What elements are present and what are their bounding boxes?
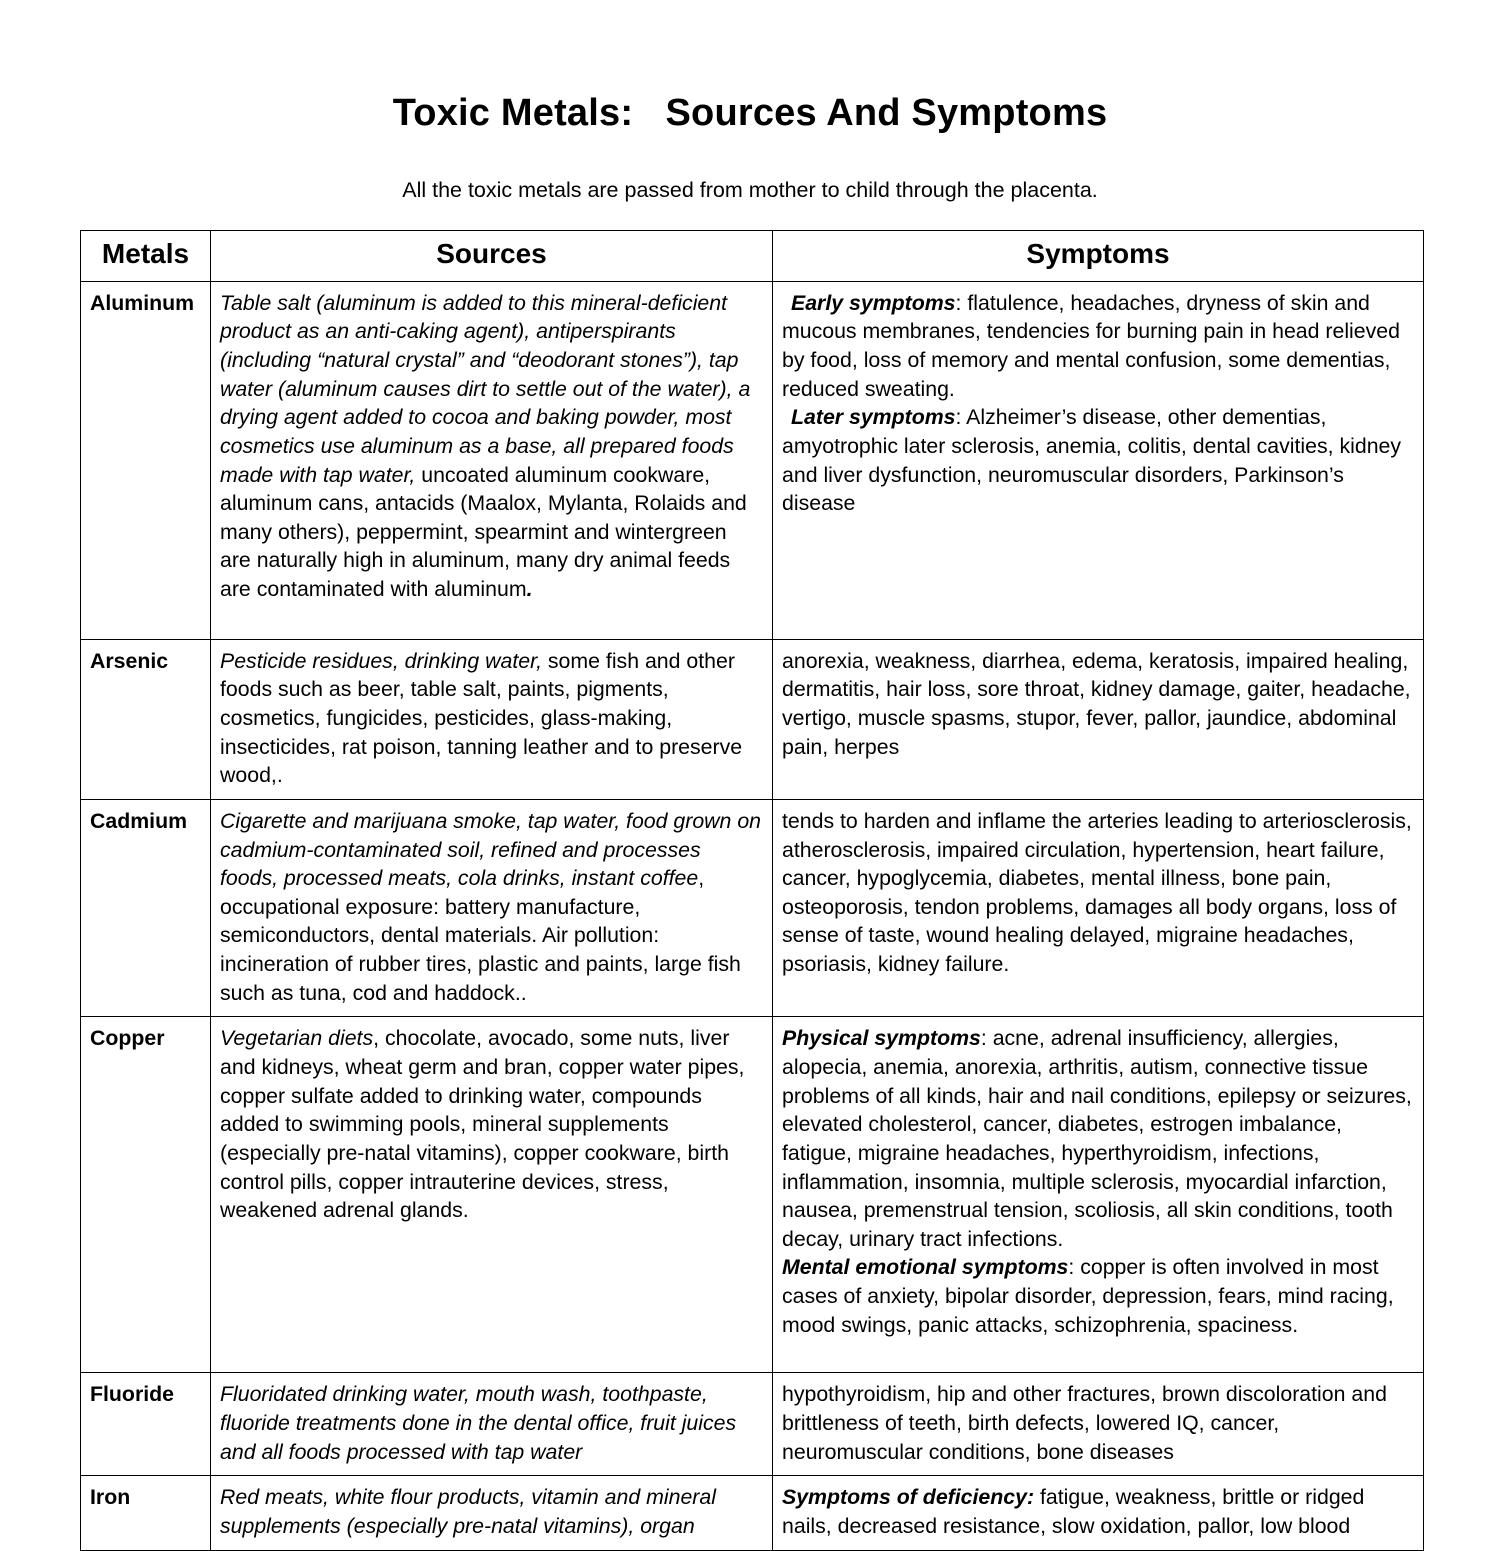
symptoms-text: tends to harden and inflame the arteries leading to arteriosclerosis, atherosclerosis, impaired circulation, hypertension, heart failure, cancer, hypoglycemia, diabetes, mental illness, bone pain, osteoporosis, tendon problems, damages all body organs, loss of sense of taste, wound healing delayed, migraine headaches, psoriasis, kidney failure. — [782, 808, 1412, 977]
sources-cell — [211, 1017, 773, 1373]
symptoms-text: anorexia, weakness, diarrhea, edema, keratosis, impaired healing, dermatitis, hair loss, sore throat, kidney damage, gaiter, headache, vertigo, muscle spasms, stupor, fever, pallor, jaundice, abdominal pain, herpes — [782, 648, 1411, 759]
column-header-metals: Metals — [81, 231, 211, 282]
column-header-symptoms: Symptoms — [773, 231, 1424, 282]
table-row — [81, 1373, 1424, 1476]
sources-cell — [211, 639, 773, 799]
symptoms-text: hypothyroidism, hip and other fractures, brown discoloration and brittleness of teeth, birth defects, lowered IQ, cancer, neuromuscular conditions, bone diseases — [782, 1382, 1387, 1464]
table-header-row — [81, 231, 1424, 282]
symptoms-cell — [773, 1476, 1424, 1550]
table-body — [81, 281, 1424, 1550]
table-row — [81, 1476, 1424, 1550]
metal-name-cell: Cadmium — [81, 799, 211, 1016]
metal-name-cell: Copper — [81, 1017, 211, 1373]
sources-cell — [211, 799, 773, 1016]
symptoms-cell — [773, 1017, 1424, 1373]
sources-text: Red meats, white flour products, vitamin and mineral supplements (especially pre-natal vitamins), organ — [220, 1485, 716, 1538]
symptoms-text: Early symptoms: flatulence, headaches, dryness of skin and mucous membranes, tendencies for burning pain in head relieved by food, loss of memory and mental confusion, some dementias, reduced sweating. Later symptoms: Alzheimer’s disease, other dementias, amyotrophic later sclerosis, anemia, colitis, dental cavities, kidney and liver dysfunction, neuromuscular disorders, Parkinson’s disease — [782, 290, 1402, 516]
sources-cell — [211, 1373, 773, 1476]
metal-name-cell: Iron — [81, 1476, 211, 1550]
metal-name-cell: Fluoride — [81, 1373, 211, 1476]
toxic-metals-table — [80, 230, 1424, 1551]
table-header — [81, 231, 1424, 282]
symptoms-text: Symptoms of deficiency: fatigue, weakness, brittle or ridged nails, decreased resistance, slow oxidation, pallor, low blood — [782, 1485, 1365, 1538]
metal-name-cell: Arsenic — [81, 639, 211, 799]
symptoms-cell — [773, 1373, 1424, 1476]
sources-text: Cigarette and marijuana smoke, tap water, food grown on cadmium-contaminated soil, refined and processes foods, processed meats, cola drinks, instant coffee, occupational exposure: battery manufacture, semiconductors, dental materials. Air pollution: incineration of rubber tires, plastic and paints, large fish such as tuna, cod and haddock.. — [220, 808, 762, 1005]
column-header-sources: Sources — [211, 231, 773, 282]
table-row — [81, 799, 1424, 1016]
table-row — [81, 1017, 1424, 1373]
symptoms-text: Physical symptoms: acne, adrenal insufficiency, allergies, alopecia, anemia, anorexia, arthritis, autism, connective tissue problems of all kinds, hair and nail conditions, epilepsy or seizures, elevated cholesterol, cancer, diabetes, estrogen imbalance, fatigue, migraine headaches, hyperthyroidism, infections, inflammation, insomnia, multiple sclerosis, myocardial infarction, nausea, premenstrual tension, scoliosis, all skin conditions, tooth decay, urinary tract infections. Mental emotional symptoms: copper is often involved in most cases of anxiety, bipolar disorder, depression, fears, mind racing, mood swings, panic attacks, schizophrenia, spaciness. — [782, 1026, 1412, 1337]
sources-cell — [211, 1476, 773, 1550]
sources-text: Vegetarian diets, chocolate, avocado, some nuts, liver and kidneys, wheat germ and bran, copper water pipes, copper sulfate added to drinking water, compounds added to swimming pools, mineral supplements (especially pre-natal vitamins), copper cookware, birth control pills, copper intrauterine devices, stress, weakened adrenal glands. — [220, 1026, 745, 1223]
symptoms-cell — [773, 281, 1424, 639]
sources-text: Pesticide residues, drinking water, some fish and other foods such as beer, table salt, paints, pigments, cosmetics, fungicides, pesticides, glass-making, insecticides, rat poison, tanning leather and to preserve wood,. — [220, 648, 743, 788]
table-row — [81, 281, 1424, 639]
table-row — [81, 639, 1424, 799]
sources-cell — [211, 281, 773, 639]
sources-text: Table salt (aluminum is added to this mineral-deficient product as an anti-caking agent), antiperspirants (including “natural crystal” and “deodorant stones”), tap water (aluminum causes dirt to settle out of the water), a drying agent added to cocoa and baking powder, most cosmetics use aluminum as a base, all prepared foods made with tap water, uncoated aluminum cookware, aluminum cans, antacids (Maalox, Mylanta, Rolaids and many others), peppermint, spearmint and wintergreen are naturally high in aluminum, many dry animal feeds are contaminated with aluminum. — [220, 290, 751, 602]
symptoms-cell — [773, 639, 1424, 799]
sources-text: Fluoridated drinking water, mouth wash, toothpaste, fluoride treatments done in the dental office, fruit juices and all foods processed with tap water — [220, 1382, 737, 1464]
page-subtitle: All the toxic metals are passed from mother to child through the placenta. — [402, 177, 1098, 202]
metal-name-cell: Aluminum — [81, 281, 211, 639]
symptoms-cell — [773, 799, 1424, 1016]
page-title: Toxic Metals: Sources And Symptoms — [392, 92, 1108, 134]
